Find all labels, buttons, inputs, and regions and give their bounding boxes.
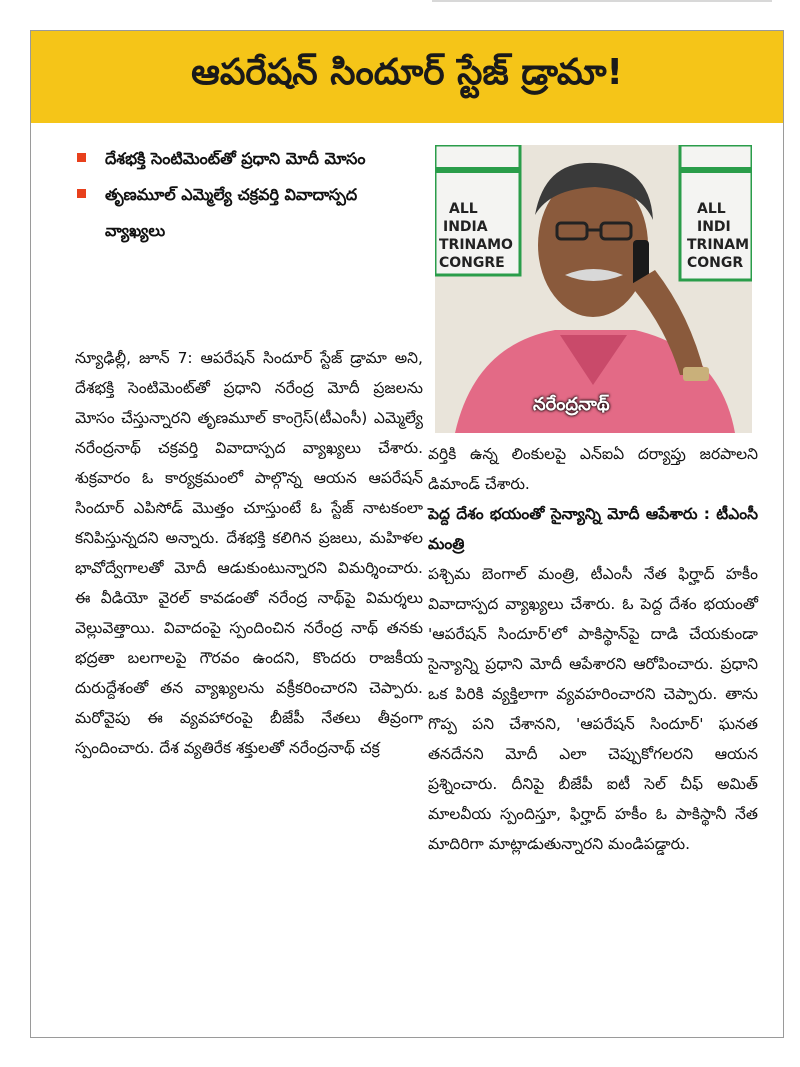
news-photo [435, 145, 752, 433]
svg-text:TRINAM: TRINAM [687, 237, 750, 253]
article-column-left [75, 343, 423, 763]
photo-caption: నరేంద్రనాథ్ [533, 394, 610, 415]
svg-text:CONGR: CONGR [687, 255, 744, 271]
bullet-text: దేశభక్తి సెంటిమెంట్‌తో ప్రధాని మోదీ మోసం [105, 149, 366, 168]
bullet-text: తృణమూల్ ఎమ్మెల్యే చక్రవర్తి వివాదాస్పద వ్యాఖ్యలు [105, 185, 358, 240]
photo-illustration [435, 145, 752, 433]
svg-text:CONGRE: CONGRE [439, 255, 505, 271]
svg-text:INDIA: INDIA [443, 219, 488, 235]
article-paragraph: న్యూఢిల్లీ, జూన్ 7: ఆపరేషన్ సిందూర్ స్టేజ్ డ్రామా అని, దేశభక్తి సెంటిమెంట్‌తో ప్రధాని నరేంద్ర మోదీ ప్రజలను మోసం చేస్తున్నారని తృణమూల్ కాంగ్రెస్(టీఎంసీ) ఎమ్మెల్యే నరేంద్రనాథ్ చక్రవర్తి వివాదాస్పద వ్యాఖ్యలు చేశారు. శుక్రవారం ఓ కార్యక్రమంలో పాల్గొన్న ఆయన ఆపరేషన్ సిందూర్ ఎపిసోడ్ మొత్తం చూస్తుంటే ఓ స్టేజ్ నాటకంలా కనిపిస్తున్నదని అన్నారు. దేశభక్తి కలిగిన ప్రజలు, మహిళల భావోద్వేగాలతో మోదీ ఆడుకుంటున్నారని విమర్శించారు. ఈ వీడియో వైరల్ కావడంతో నరేంద్ర నాథ్‌పై విమర్శలు వెల్లువెత్తాయి. వివాదంపై స్పందించిన నరేంద్ర నాథ్ తనకు భద్రతా బలగాలపై గౌరవం ఉందని, కొందరు రాజకీయ దురుద్దేశంతో తన వ్యాఖ్యలను వక్రీకరించారని చెప్పారు. మరోవైపు ఈ వ్యవహారంపై బీజేపీ నేతలు తీవ్రంగా స్పందించారు. దేశ వ్యతిరేక శక్తులతో నరేంద్రనాథ్ చక్ర [75, 349, 423, 757]
svg-text:ALL: ALL [449, 201, 478, 217]
headline-banner [31, 31, 783, 123]
article-column-right [428, 439, 758, 859]
article-paragraph: పశ్చిమ బెంగాల్ మంత్రి, టీఎంసీ నేత ఫిర్హాద్ హకీం వివాదాస్పద వ్యాఖ్యలు చేశారు. ఓ పెద్ద దేశం భయంతో 'ఆపరేషన్ సిందూర్'లో పాకిస్థాన్‌పై దాడి చేయకుండా సైన్యాన్ని ప్రధాని మోదీ ఆపేశారని ఆరోపించారు. ప్రధాని ఒక పిరికి వ్యక్తిలాగా వ్యవహరించారని చెప్పారు. తాను గొప్ప పని చేశానని, 'ఆపరేషన్ సిందూర్' ఘనత తనదేనని మోదీ ఎలా చెప్పుకోగలరని ఆయన ప్రశ్నించారు. దీనిపై బీజేపీ ఐటీ సెల్ చీఫ్ అమిత్ మాలవీయ స్పందిస్తూ, ఫిర్హాద్ హకీం ఓ పాకిస్థానీ నేత మాదిరిగా మాట్లాడుతున్నారని మండిపడ్డారు. [428, 565, 758, 853]
article-paragraph: వర్తికి ఉన్న లింకులపై ఎన్ఐఏ దర్యాప్తు జరపాలని డిమాండ్ చేశారు. [428, 445, 758, 493]
bullet-item [71, 141, 411, 177]
headline: ఆపరేషన్ సిందూర్ స్టేజ్ డ్రామా! [191, 52, 623, 93]
bullet-square-icon [77, 189, 86, 198]
svg-text:INDI: INDI [697, 219, 731, 235]
summary-bullets [71, 141, 411, 249]
bullet-item [71, 177, 411, 249]
section-subheading: పెద్ద దేశం భయంతో సైన్యాన్ని మోదీ ఆపేశారు : టీఎంసీ మంత్రి [428, 505, 758, 553]
bullet-square-icon [77, 153, 86, 162]
news-clipping [30, 30, 784, 1038]
top-edge-line [432, 0, 772, 2]
svg-text:TRINAMO: TRINAMO [439, 237, 513, 253]
svg-text:ALL: ALL [697, 201, 726, 217]
